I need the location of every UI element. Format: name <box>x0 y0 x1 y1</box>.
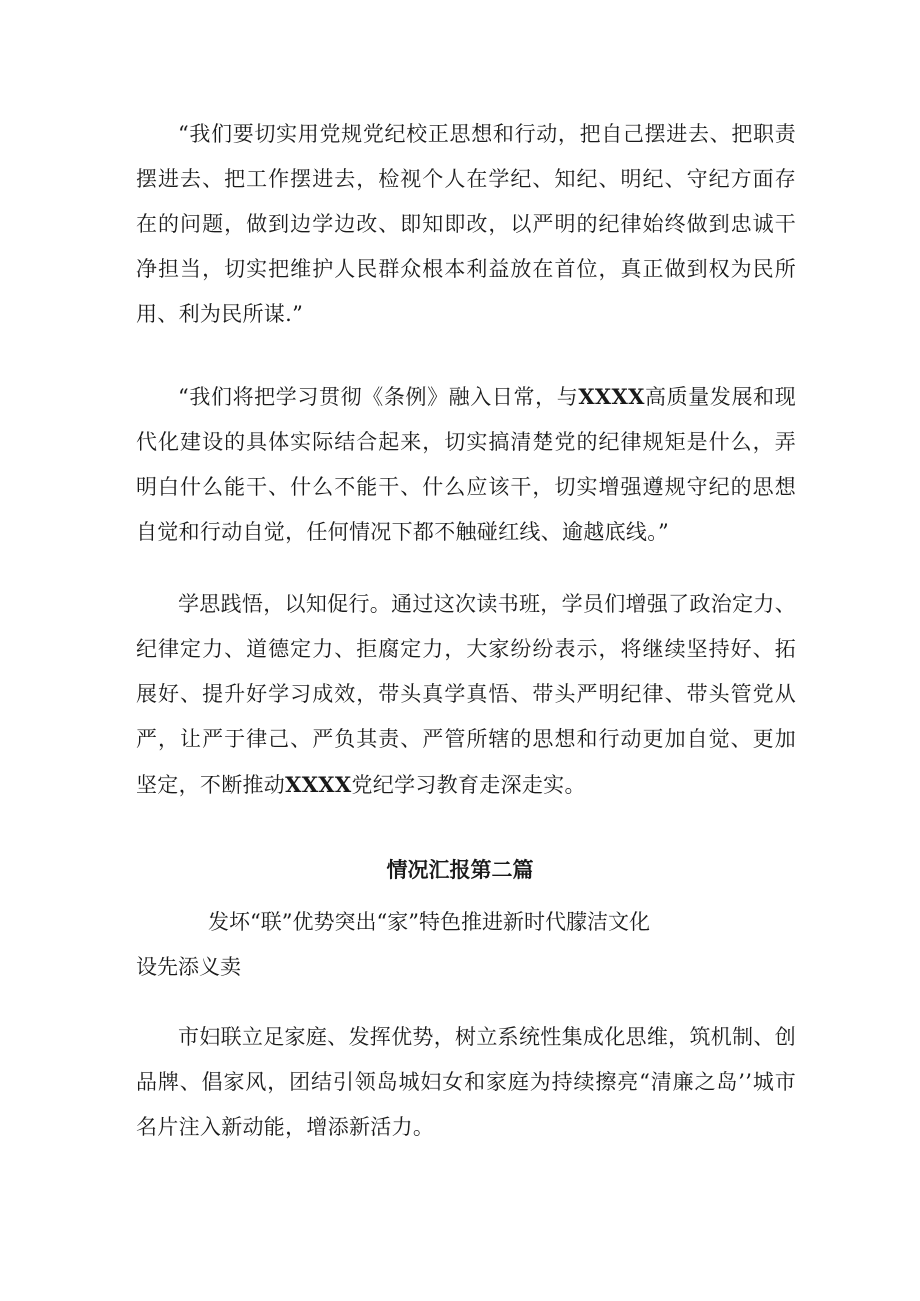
subtitle-line-2: 设先添义卖 <box>136 955 241 979</box>
quote-paragraph-1: “我们要切实用党规党纪校正思想和行动，把自己摆进去、把职责摆进去、把工作摆进去，检视个人在学纪、知纪、明纪、守纪方面存在的问题，做到边学边改、即知即改，以严明的纪律始终做到忠诚干净担当，切实把维护人民群众根本利益放在首位，真正做到权为民所用、利为民所谋.” <box>136 122 796 326</box>
section-heading: 情况汇报第二篇 <box>386 857 534 882</box>
body-paragraph: 市妇联立足家庭、发挥优势，树立系统性集成化思维，筑机制、创品牌、倡家风，团结引领岛城妇女和家庭为持续擦亮“清廉之岛’’城市名片注入新动能，增添新活力。 <box>136 1025 796 1139</box>
paragraph-3-text-start: 学思践悟，以知促行。通过这次读书班，学员们增强了政治定力、纪律定力、道德定力、拒腐定力，大家纷纷表示，将继续坚持好、拓展好、提升好学习成效，带头真学真悟、带头严明纪律、带头管党从严，让严于律己、严负其责、严管所辖的思想和行动更加自觉、更加坚定，不断推动 <box>136 592 796 797</box>
paragraph-2-text-start: “我们将把学习贯彻《条例》融入日常，与 <box>178 385 579 409</box>
summary-paragraph <box>136 582 796 808</box>
paragraph-3-placeholder: XXXX <box>285 772 352 797</box>
subtitle-line-1: 发坏“联”优势突出“家”特色推进新时代朦洁文化 <box>208 910 650 934</box>
paragraph-3-text-end: 党纪学习教育走深走实。 <box>351 773 586 797</box>
paragraph-2-text-end: 高质量发展和现代化建设的具体实际结合起来，切实搞清楚党的纪律规矩是什么，弄明白什么能干、什么不能干、什么应该干，切实增强遵规守纪的思想自觉和行动自觉，任何情况下都不触碰红线、逾越底线。” <box>136 385 796 544</box>
article-subtitle <box>136 900 796 990</box>
quote-paragraph-2 <box>136 374 796 555</box>
paragraph-2-placeholder: XXXX <box>578 384 645 409</box>
